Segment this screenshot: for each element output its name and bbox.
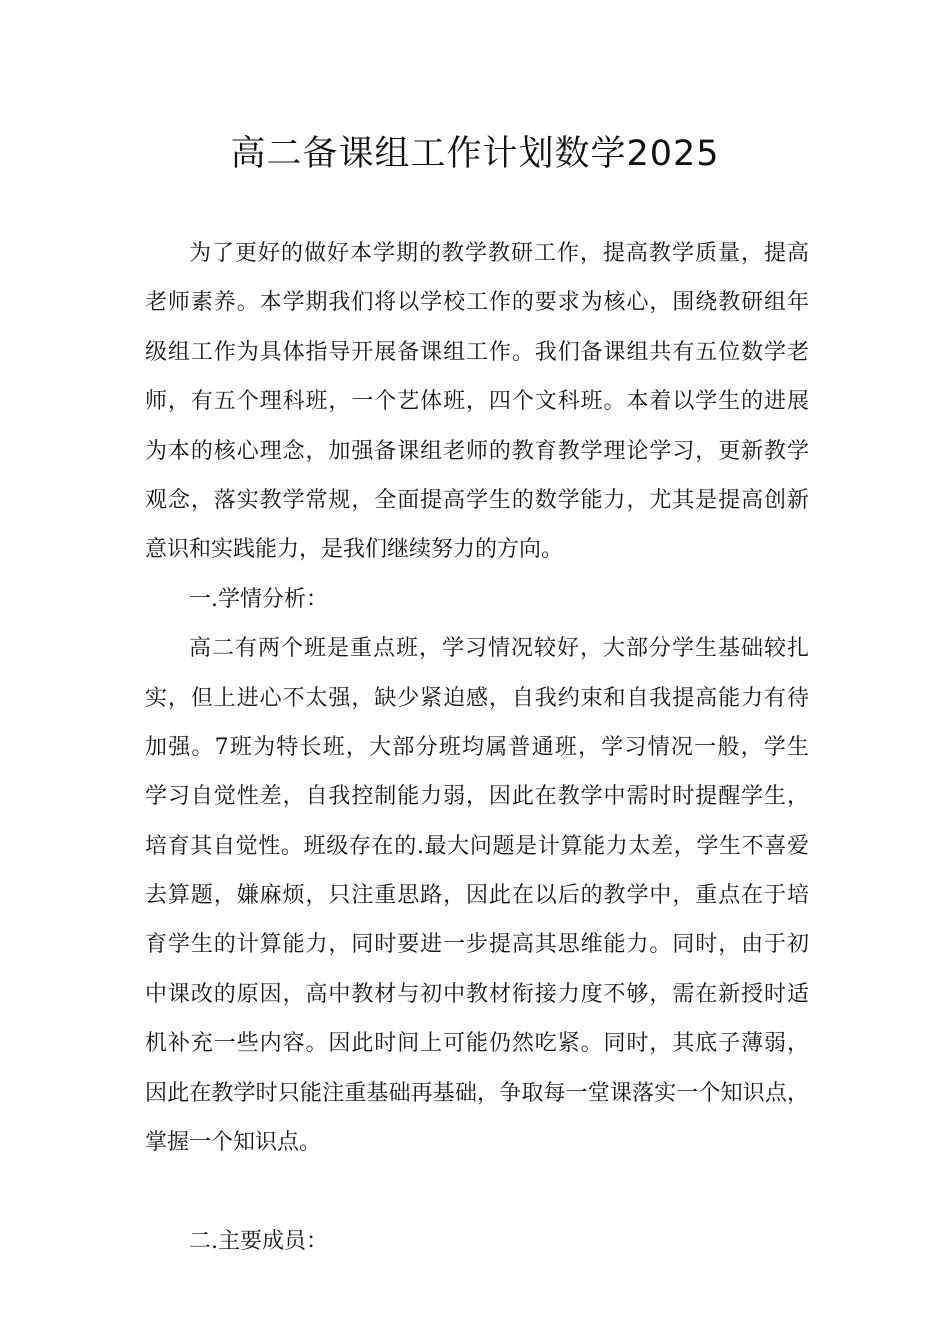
paragraph-line: 掌握一个知识点。 (145, 1130, 322, 1156)
paragraph-line: 加强。7班为特长班，大部分班均属普通班，学习情况一般，学生 (145, 734, 809, 760)
paragraph-line: 去算题，嫌麻烦，只注重思路，因此在以后的教学中，重点在于培 (145, 883, 809, 909)
paragraph-line: 因此在教学时只能注重基础再基础，争取每一堂课落实一个知识点， (145, 1080, 809, 1106)
paragraph-line: 机补充一些内容。因此时间上可能仍然吃紧。同时，其底子薄弱， (145, 1031, 809, 1057)
section-heading: 二.主要成员： (189, 1228, 328, 1254)
paragraph-line: 观念，落实教学常规，全面提高学生的数学能力，尤其是提高创新 (145, 487, 809, 513)
paragraph-line: 高二有两个班是重点班，学习情况较好，大部分学生基础较扎 (189, 636, 809, 662)
paragraph-line: 中课改的原因，高中教材与初中教材衔接力度不够，需在新授时适 (145, 981, 809, 1007)
paragraph-line: 学习自觉性差，自我控制能力弱，因此在教学中需时时提醒学生， (145, 784, 809, 810)
paragraph-line: 老师素养。本学期我们将以学校工作的要求为核心，围绕教研组年 (145, 290, 809, 316)
document-body (145, 229, 809, 1266)
paragraph-line: 培育其自觉性。班级存在的.最大问题是计算能力太差，学生不喜爱 (145, 833, 809, 859)
document-title: 高二备课组工作计划数学2025 (230, 134, 720, 174)
paragraph-line (145, 1167, 809, 1216)
paragraph-line: 为本的核心理念，加强备课组老师的教育教学理论学习，更新教学 (145, 438, 809, 464)
paragraph-line: 意识和实践能力，是我们继续努力的方向。 (145, 537, 564, 563)
section-heading: 一.学情分析： (189, 586, 328, 612)
paragraph-line: 育学生的计算能力，同时要进一步提高其思维能力。同时，由于初 (145, 932, 809, 958)
paragraph-line: 级组工作为具体指导开展备课组工作。我们备课组共有五位数学老 (145, 339, 809, 365)
paragraph-line: 实，但上进心不太强，缺少紧迫感，自我约束和自我提高能力有待 (145, 685, 809, 711)
paragraph-line: 师，有五个理科班，一个艺体班，四个文科班。本着以学生的进展 (145, 389, 809, 415)
paragraph-line: 为了更好的做好本学期的教学教研工作，提高教学质量，提高 (189, 241, 809, 266)
